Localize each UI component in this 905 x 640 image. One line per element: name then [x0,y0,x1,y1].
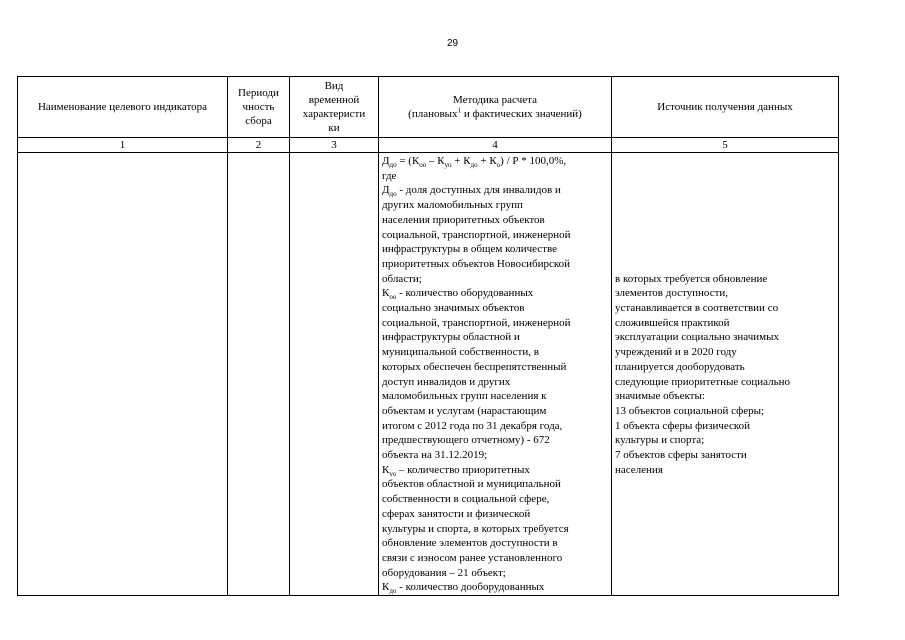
header-time-characteristic: Вид временной характеристи ки [290,77,379,138]
methodology-line: других маломобильных групп [382,199,523,212]
time-characteristic-cell [290,153,379,596]
methodology-line: социально значимых объектов [382,302,525,315]
methodology-line: которых обеспечен беспрепятственный [382,360,567,373]
table-row [18,153,839,596]
source-line: элементов доступности, [615,287,729,300]
source-line: населения [615,463,663,476]
methodology-line: собственности в социальной сфере, [382,493,550,506]
methodology-line: $К_{оо}$ - количество оборудованных [382,287,534,302]
frequency-cell [228,153,290,596]
methodology-line: области; [382,272,422,285]
methodology-line: культуры и спорта, в которых требуется [382,522,569,535]
methodology-line: оборудования – 21 объект; [382,566,506,579]
methodology-line: доступ инвалидов и других [382,375,511,388]
methodology-line: социальной, транспортной, инженерной [382,228,571,241]
methodology-line: инфраструктуры в общем количестве [382,243,557,256]
indicator-name-cell [18,153,228,596]
column-number: 2 [228,138,290,153]
indicator-table [17,76,839,596]
page-number: 29 [446,38,459,49]
header-methodology: Методика расчета (плановых$^1$ и фактических значений) [379,77,612,138]
header-indicator-name: Наименование целевого индикатора [18,77,228,138]
methodology-line: обновление элементов доступности в [382,537,558,550]
methodology-line: инфраструктуры областной и [382,331,520,344]
header-data-source: Источник получения данных [612,77,839,138]
source-line: сложившейся практикой [615,316,730,329]
methodology-line: объектов областной и муниципальной [382,478,561,491]
methodology-line: муниципальной собственности, в [382,346,539,359]
methodology-line: объектам и услугам (нарастающим [382,404,547,417]
header-frequency: Периоди чность сбора [228,77,290,138]
source-line: значимые объекты: [615,390,705,403]
methodology-line: $К_{уо}$ – количество приоритетных [382,463,530,478]
column-number: 3 [290,138,379,153]
source-line: 1 объекта сферы физической [615,419,751,432]
source-line: 7 объектов сферы занятости [615,449,747,462]
source-line: культуры и спорта; [615,434,705,447]
methodology-line: социальной, транспортной, инженерной [382,316,571,329]
methodology-line: предшествующего отчетному) - 672 [382,434,550,447]
source-line: в которых требуется обновление [615,272,768,285]
data-source-cell [612,153,839,596]
methodology-line: связи с износом ранее установленного [382,551,563,564]
source-line: устанавливается в соответствии со [615,302,779,315]
methodology-line: объекта на 31.12.2019; [382,449,488,462]
source-line: следующие приоритетные социально [615,375,791,388]
methodology-line: $Д_{до}$ - доля доступных для инвалидов и [382,184,561,199]
methodology-line: населения приоритетных объектов [382,213,545,226]
methodology-line: итогом с 2012 года по 31 декабря года, [382,419,563,432]
column-number: 1 [18,138,228,153]
methodology-line: приоритетных объектов Новосибирской [382,257,571,270]
methodology-line: $К_{до}$ - количество дооборудованных [382,581,545,596]
methodology-cell [379,153,612,596]
methodology-line: маломобильных групп населения к [382,390,547,403]
source-line: учреждений и в 2020 году [615,346,737,359]
source-line: планируется дооборудовать [615,360,745,373]
methodology-line: сферах занятости и физической [382,507,531,520]
column-number: 4 [379,138,612,153]
source-line: эксплуатации социально значимых [615,331,779,344]
source-line: 13 объектов социальной сферы; [615,404,765,417]
methodology-line: $Д_{до} = (К_{оо} - К_{уо} + К_{до} + К_о) / Р * 100,0\%$, [382,155,567,169]
header-row [18,77,839,138]
column-number-row [18,138,839,153]
methodology-line: где [382,169,397,182]
column-number: 5 [612,138,839,153]
